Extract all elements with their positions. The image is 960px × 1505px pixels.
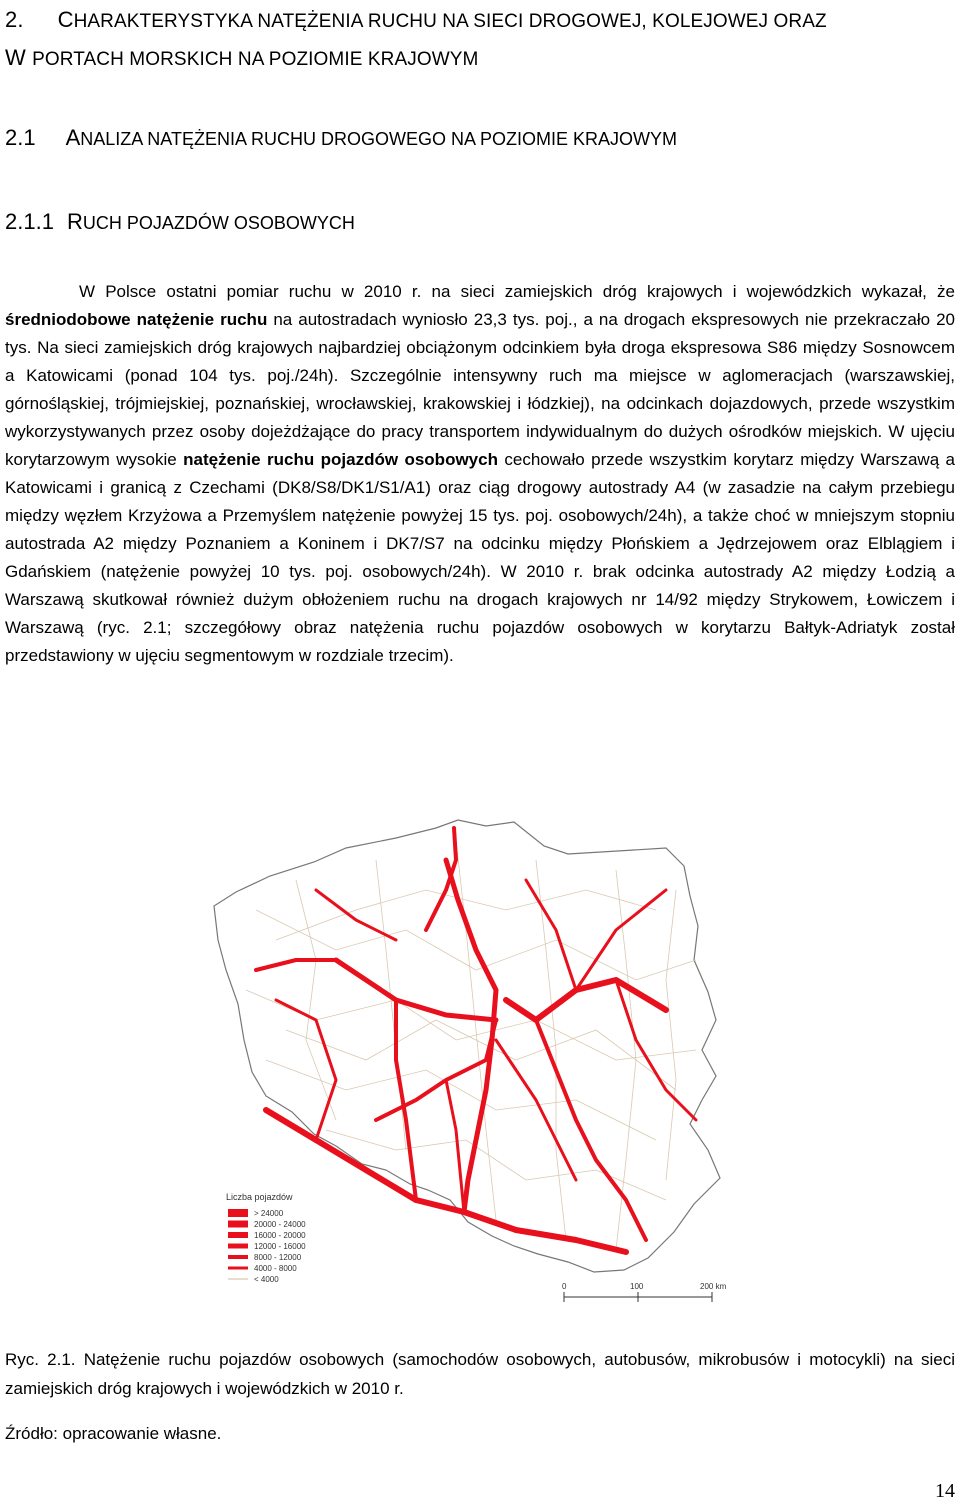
- subsection-heading: [5, 207, 355, 238]
- chapter-title-line2-initial: W: [5, 45, 33, 70]
- scale-label-100: 100: [630, 1282, 644, 1291]
- figure-source: Źródło: opracowanie własne.: [5, 1424, 222, 1443]
- scale-label-0: 0: [562, 1282, 567, 1291]
- section-title-initial: A: [65, 125, 81, 150]
- legend-label: 4000 - 8000: [254, 1264, 297, 1273]
- para-bold-2: natężenie ruchu pojazdów osobowych: [183, 450, 498, 469]
- chapter-title-line2: PORTACH MORSKICH NA POZIOMIE KRAJOWYM: [32, 49, 479, 70]
- para-part-1: W Polsce ostatni pomiar ruchu w 2010 r. na sieci zamiejskich dróg krajowych i wojewódzkich wykazał, że: [79, 282, 955, 301]
- legend-label: 8000 - 12000: [254, 1253, 302, 1262]
- section-title: NALIZA NATĘŻENIA RUCHU DROGOWEGO NA POZIOMIE KRAJOWYM: [80, 129, 678, 149]
- legend-label: 16000 - 20000: [254, 1231, 306, 1240]
- chapter-number: 2.: [5, 7, 24, 32]
- para-part-2: na autostradach wyniosło 23,3 tys. poj.: [267, 310, 573, 329]
- legend-label: > 24000: [254, 1209, 284, 1218]
- scale-label-200: 200 km: [700, 1282, 727, 1291]
- figure-caption: Ryc. 2.1. Natężenie ruchu pojazdów osobowych (samochodów osobowych, autobusów, mikrobusów i motocykli) na sieci zamiejskich dróg krajowych i wojewódzkich w 2010 r.: [5, 1350, 955, 1398]
- chapter-title-line1: HARAKTERYSTYKA NATĘŻENIA RUCHU NA SIECI DROGOWEJ, KOLEJOWEJ ORAZ: [73, 11, 827, 32]
- section-heading: [5, 123, 677, 154]
- para-bold-1: średniodobowe natężenie ruchu: [5, 310, 268, 329]
- chapter-heading: [5, 2, 955, 78]
- subsection-title: UCH POJAZDÓW OSOBOWYCH: [82, 213, 355, 233]
- chapter-title-line1-initial: C: [57, 7, 74, 32]
- para-part-5: cechowało przede wszystkim korytarz między Warszawą a Katowicami i granicą z Czechami (DK8/S8/DK1/S1/A1) oraz ciąg drogowy autostrady A4 (w zasadzie na całym przebiegu między węzłem Krzyżowa a Przemyślem natężenie powyżej 15 tys. poj. osobowych/24h), a także choć w mniejszym stopniu autostrada A2 między Poznaniem a Koninem i DK7/S7 na odcinku między Płońskiem a Jędrzejowem oraz Elblągiem i Gdańskiem (natężenie powyżej 10 tys. poj. osobowych/24h). W 2010 r. brak odcinka autostrady A2 między Łodzią a Warszawą skutkował również dużym obłożeniem ruchu na drogach krajowych nr 14/92 między Strykowem, Łowiczem i Warszawą (ryc. 2.1; szczegółowy obraz natężenia ruchu pojazdów osobowych w korytarzu Bałtyk-Adriatyk został przedstawiony w ujęciu segmentowym w rozdziale trzecim).: [5, 450, 956, 665]
- body-paragraph: [5, 278, 955, 670]
- scale-bar: [562, 1282, 727, 1302]
- para-part-3: , a na drogach ekspresowych nie przekraczało 20 tys.: [5, 310, 955, 357]
- subsection-title-initial: R: [66, 209, 83, 234]
- map-legend: [226, 1192, 306, 1284]
- legend-label: 20000 - 24000: [254, 1220, 306, 1229]
- legend-title: Liczba pojazdów: [226, 1192, 293, 1202]
- para-part-4: Na sieci zamiejskich dróg krajowych najbardziej obciążonym odcinkiem była droga ekspresowa S86 między Sosnowcem a Katowicami (ponad 104 tys. poj./24h). Szczególnie intensywny ruch ma miejsce w aglomeracjach (warszawskiej, górnośląskiej, trójmiejskiej, poznańskiej, wrocławskiej, krakowskiej i łódzkiej), na odcinkach dojazdowych, przede wszystkim wykorzystywanych przez osoby dojeżdżające do pracy transportem indywidualnym do dużych ośrodków miejskich. W ujęciu korytarzowym wysokie: [5, 338, 955, 469]
- page-number: 14: [935, 1480, 955, 1502]
- legend-label: 12000 - 16000: [254, 1242, 306, 1251]
- subsection-number: 2.1.1: [5, 209, 54, 234]
- legend-label: < 4000: [254, 1275, 279, 1284]
- traffic-map-figure: [196, 800, 766, 1315]
- section-number: 2.1: [5, 125, 36, 150]
